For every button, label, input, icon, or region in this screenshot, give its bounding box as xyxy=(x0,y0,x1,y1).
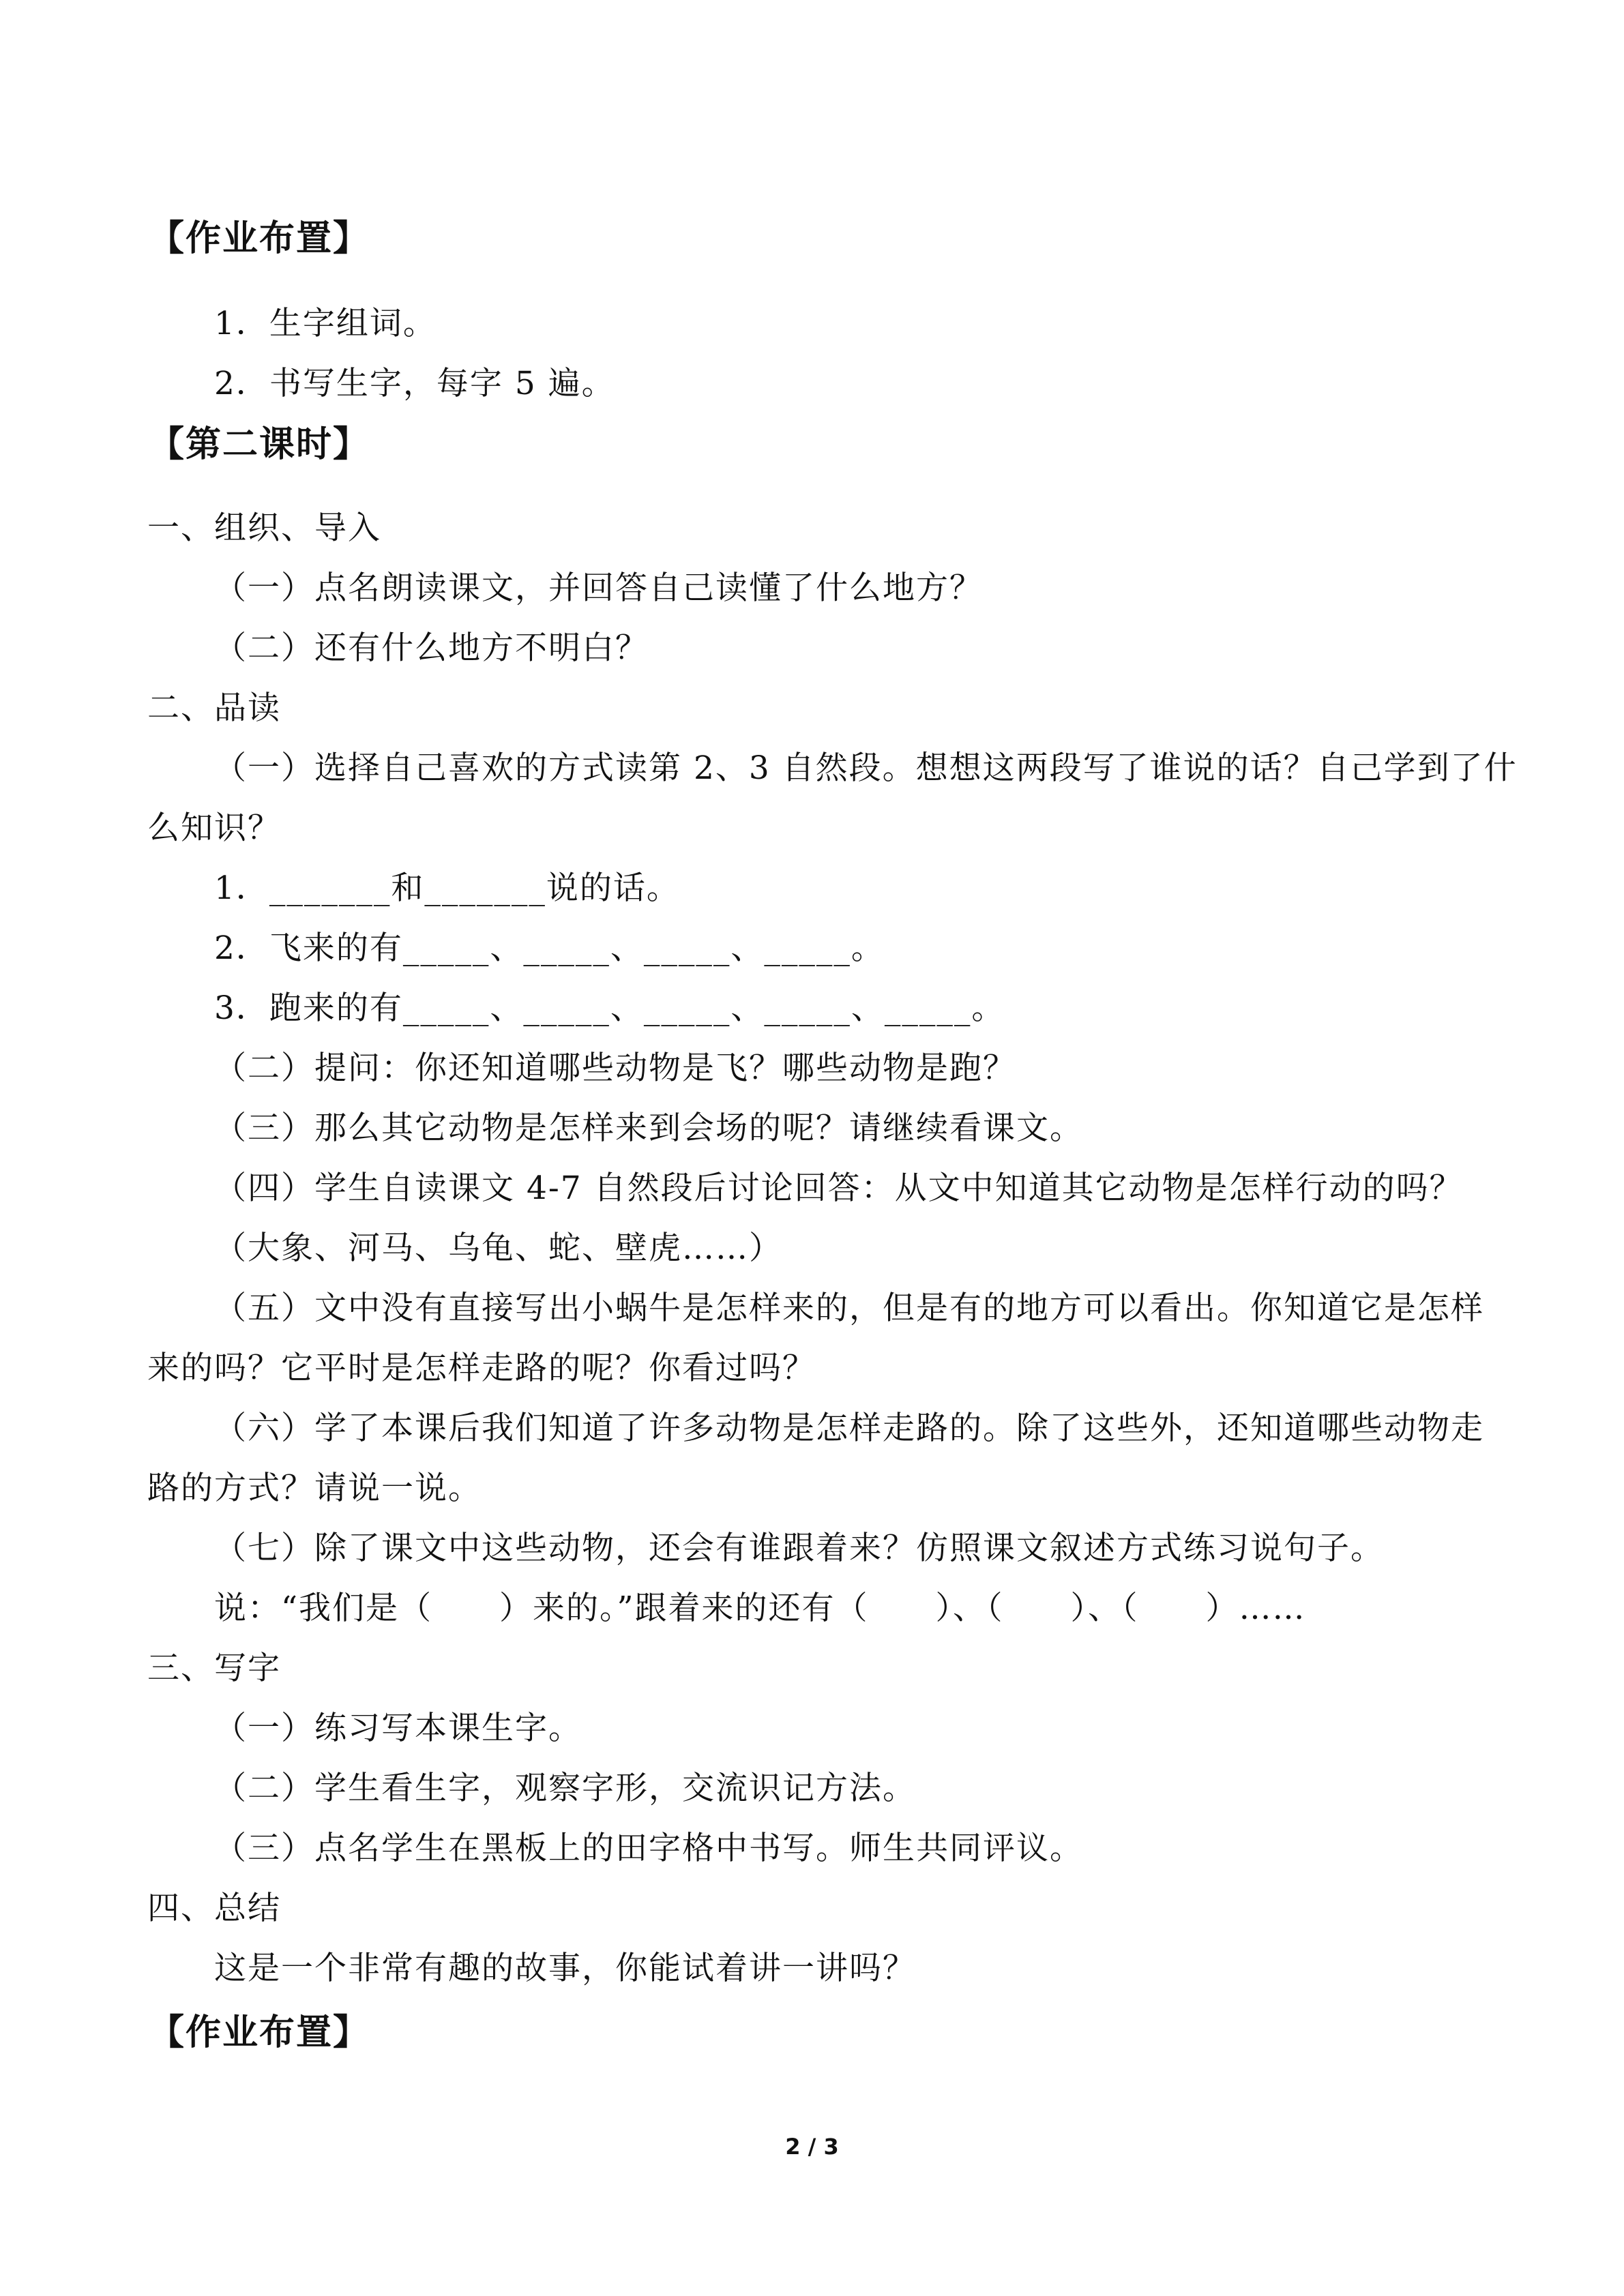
paragraph: （一）选择自己喜欢的方式读第 2、3 自然段。想想这两段写了谁说的话？自己学到了什 xyxy=(214,749,1518,787)
section-title: 三、写字 xyxy=(147,1650,281,1687)
paragraph-continued: 路的方式？请说一说。 xyxy=(147,1470,482,1507)
paragraph: （大象、河马、乌龟、蛇、壁虎……） xyxy=(214,1229,782,1267)
section-heading: 【第二课时】 xyxy=(149,423,370,465)
paragraph: （四）学生自读课文 4-7 自然段后讨论回答：从文中知道其它动物是怎样行动的吗？ xyxy=(214,1169,1463,1207)
paragraph-continued: 么知识？ xyxy=(147,809,281,847)
paragraph: （二）学生看生字，观察字形，交流识记方法。 xyxy=(214,1770,916,1807)
paragraph: 这是一个非常有趣的故事，你能试着讲一讲吗？ xyxy=(214,1950,916,1987)
paragraph: （五）文中没有直接写出小蜗牛是怎样来的，但是有的地方可以看出。你知道它是怎样 xyxy=(214,1289,1484,1327)
fill-blank-item: 3．跑来的有_____、_____、_____、_____、_____。 xyxy=(214,989,1005,1027)
paragraph: （二）提问：你还知道哪些动物是飞？哪些动物是跑？ xyxy=(214,1049,1016,1087)
homework-item: 2．书写生字，每字 5 遍。 xyxy=(214,365,615,402)
paragraph: （六）学了本课后我们知道了许多动物是怎样走路的。除了这些外，还知道哪些动物走 xyxy=(214,1410,1484,1447)
paragraph: （一）练习写本课生字。 xyxy=(214,1710,582,1747)
paragraph: （二）还有什么地方不明白？ xyxy=(214,629,649,667)
section-title: 一、组织、导入 xyxy=(147,509,381,547)
fill-blank-item: 2．飞来的有_____、_____、_____、_____。 xyxy=(214,929,885,967)
sentence-pattern: 说：“我们是（ ）来的。”跟着来的还有（ ）、（ ）、（ ）…… xyxy=(214,1590,1306,1627)
paragraph: （三）那么其它动物是怎样来到会场的呢？请继续看课文。 xyxy=(214,1109,1083,1147)
paragraph-continued: 来的吗？它平时是怎样走路的呢？你看过吗？ xyxy=(147,1350,816,1387)
fill-blank-item: 1．_______和_______说的话。 xyxy=(214,869,680,907)
section-title: 二、品读 xyxy=(147,689,281,727)
homework-item: 1．生字组词。 xyxy=(214,305,437,342)
paragraph: （一）点名朗读课文，并回答自己读懂了什么地方？ xyxy=(214,569,983,607)
section-title: 四、总结 xyxy=(147,1890,281,1927)
section-heading: 【作业布置】 xyxy=(149,218,370,259)
page-number: 2 / 3 xyxy=(785,2134,839,2160)
paragraph: （七）除了课文中这些动物，还会有谁跟着来？仿照课文叙述方式练习说句子。 xyxy=(214,1530,1384,1567)
paragraph: （三）点名学生在黑板上的田字格中书写。师生共同评议。 xyxy=(214,1830,1083,1867)
section-heading: 【作业布置】 xyxy=(149,2012,370,2053)
